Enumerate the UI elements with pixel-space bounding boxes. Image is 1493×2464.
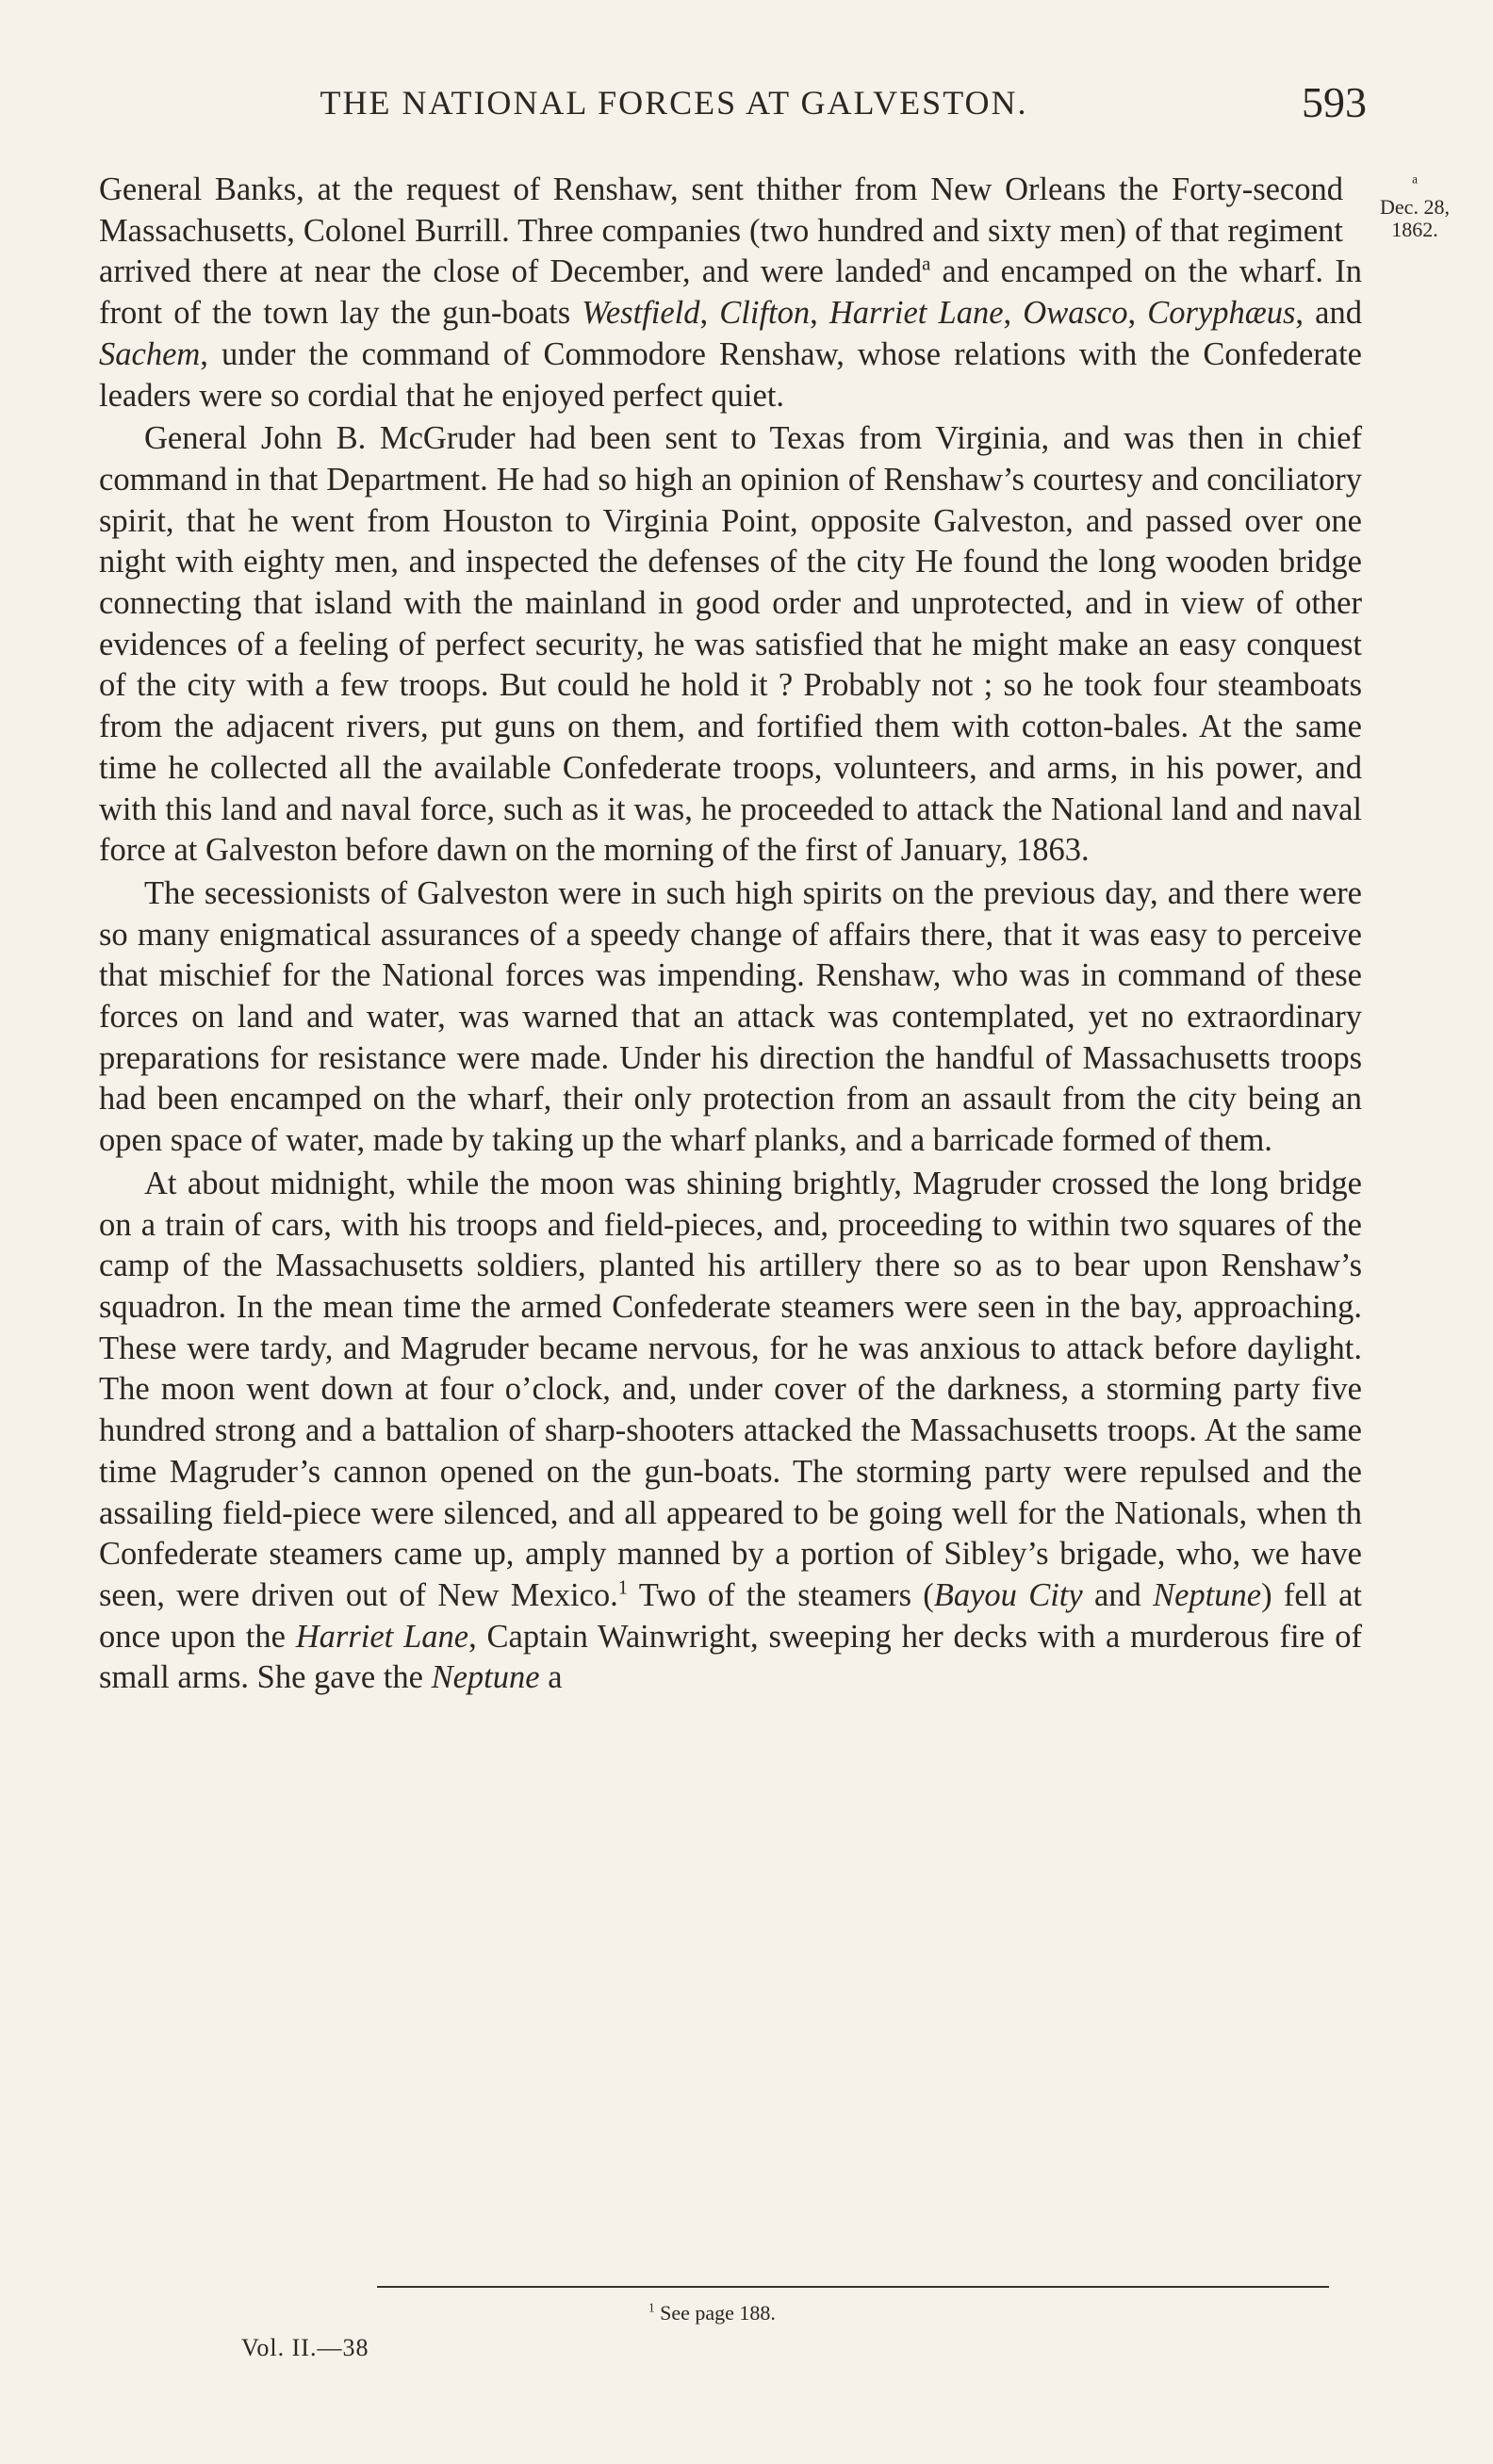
separator: , and: [1295, 295, 1362, 332]
ship-name: Owasco: [1023, 295, 1128, 332]
paragraph-4: [99, 1164, 1362, 1699]
sidenote-year: 1862.: [1391, 218, 1438, 241]
paragraph-text: ) fell at once upon the: [99, 1576, 1362, 1655]
sidenote-reference: a: [922, 253, 931, 275]
footnote-reference: 1: [617, 1577, 629, 1599]
ship-name: Harriet Lane: [829, 295, 1004, 332]
ship-name: Sachem: [99, 335, 201, 372]
separator: ,: [1003, 295, 1024, 332]
sidenote-marker: a: [1412, 171, 1418, 187]
page-number: 593: [1302, 78, 1367, 126]
paragraph-text: , under the command of Commodore Renshaw, whose relations with the Confederate leaders were so cordial that he enjoyed perfect quiet.: [99, 335, 1362, 414]
footnote-rule: [377, 2286, 1329, 2288]
separator: ,: [810, 295, 829, 332]
page-header: [99, 78, 1367, 139]
paragraph-1: [99, 170, 1450, 416]
ship-name: Westfield: [582, 295, 700, 332]
ship-name: Neptune: [431, 1659, 540, 1696]
separator: and: [1082, 1576, 1154, 1613]
ship-name: Bayou City: [933, 1576, 1083, 1613]
footnote-marker: 1: [648, 2300, 655, 2315]
sidenote-date: Dec. 28,: [1380, 195, 1450, 219]
footnote-text: See page 188.: [654, 2301, 776, 2325]
separator: ,: [1127, 295, 1148, 332]
paragraph-2: General John B. McGruder had been sent to Texas from Virginia, and was then in chief command in that Department. He had so high an opinion of Renshaw’s courtesy and conciliatory spirit, that he went from Houston to Virginia Point, opposite Galveston, and passed over one night with eighty men, and inspected the defenses of the city He found the long wooden bridge connecting that island with the mainland in good order and unprotected, and in view of other evidences of a feeling of perfect security, he was satisfied that he might make an easy conquest of the city with a few troops. But could he hold it ? Probably not ; so he took four steamboats from the adjacent rivers, put guns on them, and fortified them with cotton-bales. At the same time he collected all the available Confederate troops, volunteers, and arms, in his power, and with this land and naval force, such as it was, he proceeded to attack the National land and naval force at Galveston before dawn on the morning of the first of January, 1863.: [99, 420, 1362, 869]
margin-date-note: [1354, 173, 1475, 241]
separator: ,: [699, 295, 720, 332]
ship-name: Neptune: [1153, 1576, 1262, 1613]
footnote: [648, 2301, 776, 2325]
paragraph-text: and encamped on the wharf. In front of the town lay the gun-boats: [99, 253, 1362, 332]
body-text: [99, 170, 1450, 1699]
paragraph-text: General Banks, at the request of Renshaw, sent thither from New Orleans the Forty-second Massachusetts, Colonel Burrill. Three companies (two hundred and sixty men) of that regiment arrived there at near the close of December, and were landed: [99, 171, 1343, 290]
signature-mark: Vol. II.—38: [241, 2334, 369, 2361]
ship-name: Clifton: [719, 295, 811, 332]
ship-name: Coryphæus: [1147, 295, 1296, 332]
paragraph-3: The secessionists of Galveston were in such high spirits on the previous day, and there were so many enigmatical assurances of a speedy change of affairs there, that it was easy to perceive that mischief for the National forces was impending. Renshaw, who was in command of these forces on land and water, was warned that an attack was contemplated, yet no extraordinary preparations for resistance were made. Under his direction the handful of Massachusetts troops had been encamped on the wharf, their only protection from an assault from the city being an open space of water, made by taking up the wharf planks, and a barricade formed of them.: [99, 874, 1362, 1159]
paragraph-text: At about midnight, while the moon was shining brightly, Magruder crossed the long bridge on a train of cars, with his troops and field-pieces, and, proceeding to within two squares of the camp of the Massachusetts soldiers, planted his artillery there so as to bear upon Renshaw’s squadron. In the mean time the armed Confederate steamers were seen in the bay, approaching. These were tardy, and Magruder became nervous, for he was anxious to attack before daylight. The moon went down at four o’clock, and, under cover of the darkness, a storming party five hundred strong and a battalion of sharp-shooters attacked the Massachusetts troops. At the same time Magruder’s cannon opened on the gun-boats. The storming party were repulsed and the assailing field-piece were silenced, and all appeared to be going well for the Nationals, when th Confederate steamers came up, amply manned by a portion of Sibley’s brigade, who, we have seen, were driven out of New Mexico.: [99, 1165, 1362, 1613]
paragraph-text: a: [539, 1659, 563, 1696]
ship-name: Harriet Lane: [295, 1618, 469, 1655]
paragraph-text: , Captain Wainwright, sweeping her decks with a murderous fire of small arms. She gave the: [99, 1618, 1362, 1696]
paragraph-text: Two of the steamers (: [628, 1576, 934, 1613]
running-head: THE NATIONAL FORCES AT GALVESTON.: [320, 84, 1028, 122]
